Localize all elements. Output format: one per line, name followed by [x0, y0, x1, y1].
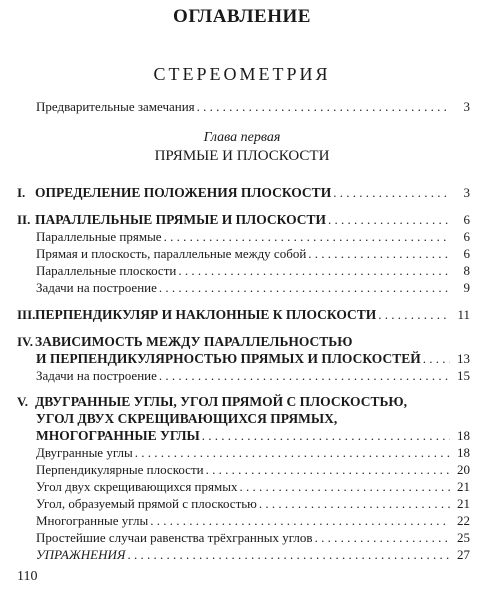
- subentry-page: 8: [463, 263, 470, 278]
- leader-dots: [150, 512, 450, 529]
- subentry-page: 22: [457, 513, 470, 528]
- subentry-text: Задачи на построение: [36, 280, 157, 295]
- leader-dots: [423, 350, 450, 367]
- leader-dots: [308, 245, 450, 262]
- page-number: 110: [17, 569, 38, 584]
- leader-dots: [328, 211, 450, 228]
- leader-dots: [315, 529, 450, 546]
- chapter-title: ПРЯМЫЕ И ПЛОСКОСТИ: [154, 148, 330, 164]
- entry-page: 18: [457, 428, 470, 443]
- toc-entry-prelim: [0, 98, 484, 115]
- leader-dots: [259, 495, 450, 512]
- leader-dots: [197, 98, 450, 115]
- subentry-text: Угол, образуемый прямой с плоскостью: [36, 496, 257, 511]
- subentry-page: 25: [457, 530, 470, 545]
- subentry: [0, 367, 484, 384]
- subentry-text: Параллельные плоскости: [36, 263, 177, 278]
- leader-dots: [239, 478, 450, 495]
- subentry-text: Угол двух скрещивающихся прямых: [36, 479, 238, 494]
- entry-page: 3: [463, 185, 470, 200]
- subentry-text: Задачи на построение: [36, 368, 157, 383]
- entry-number: I.: [17, 185, 26, 200]
- subentry: [0, 546, 484, 563]
- subentry-page: 20: [457, 462, 470, 477]
- toc-entry-iv: [0, 333, 484, 384]
- subentry-page: 18: [457, 445, 470, 460]
- subentry-text: Многогранные углы: [36, 513, 149, 528]
- subentry-page: 27: [457, 547, 470, 562]
- toc-entry-iii: [0, 306, 484, 323]
- subentry: [0, 262, 484, 279]
- entry-text: ПЕРПЕНДИКУЛЯР И НАКЛОННЫЕ К ПЛОСКОСТИ: [35, 307, 377, 322]
- chapter-label: Глава первая: [203, 130, 281, 145]
- entry-number: III.: [17, 307, 36, 322]
- subentry-text: Прямая и плоскость, параллельные между собой: [36, 246, 307, 261]
- subentry: [0, 512, 484, 529]
- toc-entry-i: [0, 184, 484, 201]
- leader-dots: [378, 306, 450, 323]
- subentry: [0, 228, 484, 245]
- leader-dots: [164, 228, 450, 245]
- subentry: [0, 245, 484, 262]
- entry-text: ОПРЕДЕЛЕНИЕ ПОЛОЖЕНИЯ ПЛОСКОСТИ: [35, 185, 332, 200]
- subentry-page: 6: [463, 229, 470, 244]
- subentry: [0, 461, 484, 478]
- entry-text: ДВУГРАННЫЕ УГЛЫ, УГОЛ ПРЯМОЙ С ПЛОСКОСТЬЮ,: [35, 394, 407, 409]
- subentry: [0, 279, 484, 296]
- subentry-page: 9: [463, 280, 470, 295]
- subentry-text: Простейшие случаи равенства трёхгранных углов: [36, 530, 313, 545]
- subentry-page: 21: [457, 479, 470, 494]
- entry-page: 13: [457, 351, 470, 366]
- leader-dots: [159, 279, 450, 296]
- leader-dots: [127, 546, 450, 563]
- subentry-text: Перпендикулярные плоскости: [36, 462, 204, 477]
- entry-number: V.: [17, 394, 28, 409]
- leader-dots: [333, 184, 450, 201]
- leader-dots: [206, 461, 450, 478]
- subentry: [0, 495, 484, 512]
- entry-text: Предварительные замечания: [36, 99, 195, 114]
- subentry-page: 6: [463, 246, 470, 261]
- entry-text: ЗАВИСИМОСТЬ МЕЖДУ ПАРАЛЛЕЛЬНОСТЬЮ: [35, 334, 353, 349]
- subentry: [0, 478, 484, 495]
- toc-entry-v: [0, 393, 484, 563]
- entry-number: IV.: [17, 334, 34, 349]
- entry-text-continued: МНОГОГРАННЫЕ УГЛЫ: [36, 428, 200, 443]
- subentry-text: Параллельные прямые: [36, 229, 162, 244]
- subentry-page: 15: [457, 368, 470, 383]
- leader-dots: [202, 427, 450, 444]
- leader-dots: [178, 262, 450, 279]
- entry-page: 6: [463, 212, 470, 227]
- toc-entry-ii: [0, 211, 484, 296]
- entry-text-continued: УГОЛ ДВУХ СКРЕЩИВАЮЩИХСЯ ПРЯМЫХ,: [36, 411, 338, 426]
- subentry-text: УПРАЖНЕНИЯ: [36, 547, 126, 562]
- entry-text-continued: И ПЕРПЕНДИКУЛЯРНОСТЬЮ ПРЯМЫХ И ПЛОСКОСТЕЙ: [36, 351, 421, 366]
- subentry-text: Двугранные углы: [36, 445, 133, 460]
- entry-number: II.: [17, 212, 31, 227]
- section-title: СТЕРЕОМЕТРИЯ: [153, 64, 331, 84]
- page-title: ОГЛАВЛЕНИЕ: [173, 6, 311, 27]
- subentry: [0, 444, 484, 461]
- subentry: [0, 529, 484, 546]
- subentry-page: 21: [457, 496, 470, 511]
- entry-page: 3: [463, 99, 470, 114]
- entry-page: 11: [457, 307, 470, 322]
- leader-dots: [159, 367, 450, 384]
- entry-text: ПАРАЛЛЕЛЬНЫЕ ПРЯМЫЕ И ПЛОСКОСТИ: [35, 212, 327, 227]
- leader-dots: [135, 444, 450, 461]
